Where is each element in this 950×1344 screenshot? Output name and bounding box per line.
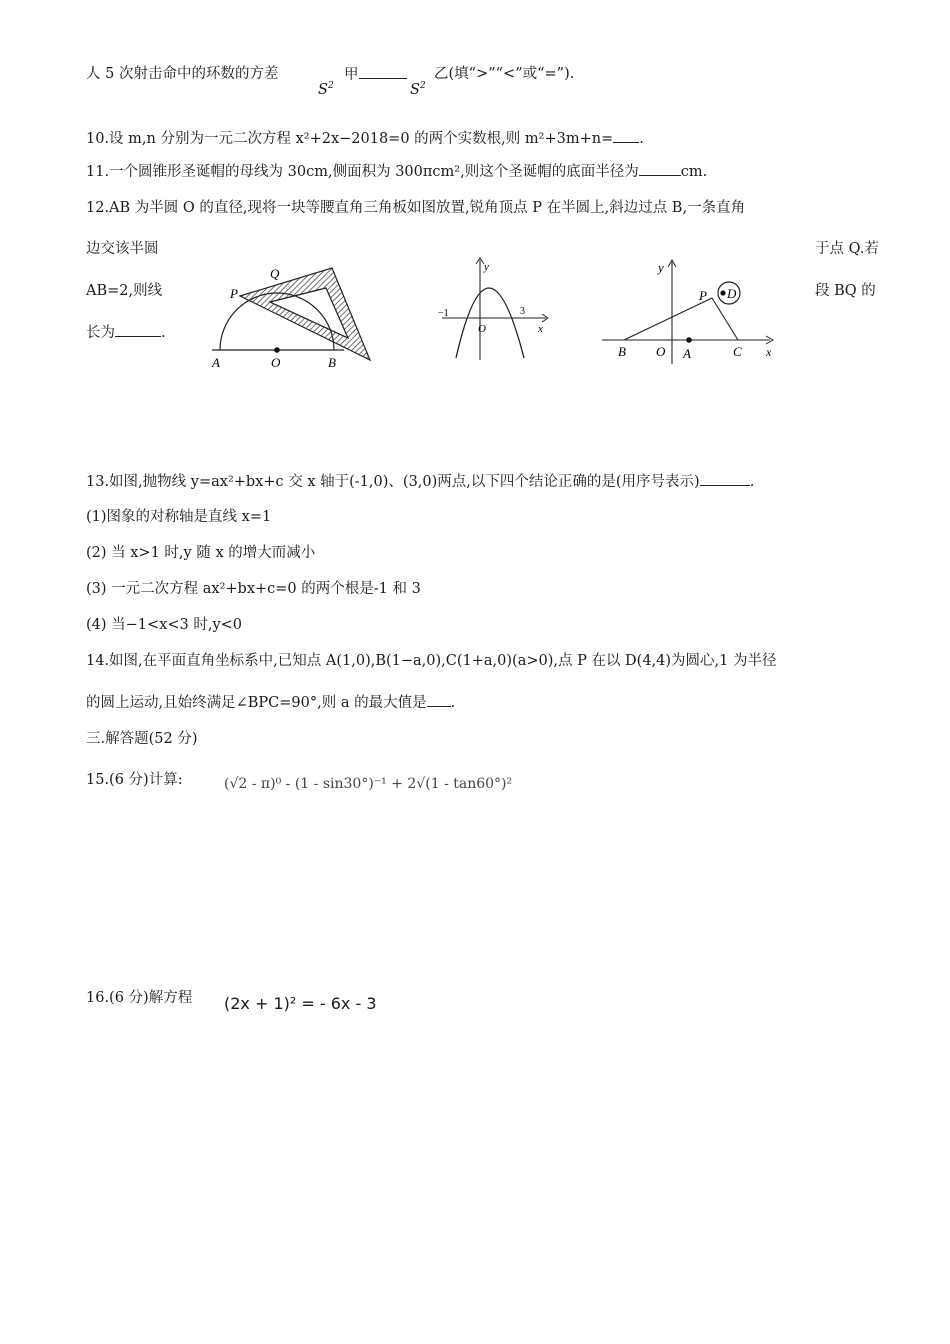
label-p: P (230, 286, 238, 301)
variance-symbol-1: $S^2$ (318, 81, 334, 98)
q11-text: 11.一个圆锥形圣诞帽的母线为 30cm,侧面积为 300πcm²,则这个圣诞帽的底面半径为 (86, 164, 639, 180)
q10-text: 10.设 m,n 分别为一元二次方程 x²+2x−2018=0 的两个实数根,则 m²+3m+n= (86, 131, 614, 147)
figure-q12 (208, 256, 386, 374)
q12-line-3-left: AB=2,则线 (86, 283, 163, 299)
q13-answer-blank[interactable] (700, 471, 750, 486)
root-label-neg1: −1 (438, 308, 449, 319)
q12-line-2-left: 边交该半圆 (86, 241, 159, 257)
q9-text-c: 乙(填“>”“<”或“=”). (434, 66, 575, 82)
q15-expression: (√2 - π)⁰ - (1 - sin30°)⁻¹ + 2√(1 - tan60°)² (224, 776, 513, 792)
parabola-curve (456, 288, 524, 358)
center-point-o (274, 347, 280, 353)
q9-answer-blank[interactable] (359, 64, 407, 79)
figure-q14 (598, 256, 782, 368)
label-a: A (212, 355, 220, 370)
label-o: O (271, 355, 281, 370)
q14-answer-blank[interactable] (427, 692, 451, 707)
q13-option-3: (3) 一元二次方程 ax²+bx+c=0 的两个根是-1 和 3 (86, 581, 421, 597)
label-c: C (733, 344, 742, 359)
q12-line-1: 12.AB 为半圆 O 的直径,现将一块等腰直角三角板如图放置,锐角顶点 P 在半圆上,斜边过点 B,一条直角 (86, 200, 746, 216)
q13-option-1: (1)图象的对称轴是直线 x=1 (86, 509, 272, 525)
point-a (686, 337, 692, 343)
label-o: O (656, 344, 666, 359)
q13-option-2: (2) 当 x>1 时,y 随 x 的增大而减小 (86, 545, 316, 561)
center-point-d (720, 290, 725, 295)
q10-answer-blank[interactable] (613, 128, 639, 143)
q9-line (86, 64, 278, 84)
origin-label: O (478, 323, 486, 335)
q16-label: 16.(6 分)解方程 (86, 990, 193, 1006)
q11-line: 11.一个圆锥形圣诞帽的母线为 30cm,侧面积为 300πcm²,则这个圣诞帽的底面半径为 cm. (86, 161, 707, 182)
segment-pc (712, 298, 738, 340)
segment-bp (624, 298, 712, 340)
q13-text: 13.如图,抛物线 y=ax²+bx+c 交 x 轴于(-1,0)、(3,0)两点,以下四个结论正确的是(用序号表示) (86, 474, 700, 490)
q15-label: 15.(6 分)计算: (86, 772, 183, 788)
axis-label-y: y (658, 260, 664, 275)
semicircle-arc (220, 293, 334, 350)
label-q: Q (270, 266, 280, 281)
label-b: B (328, 355, 336, 370)
variance-symbol-2: $S^2$ (410, 81, 426, 98)
q13-line: 13.如图,抛物线 y=ax²+bx+c 交 x 轴于(-1,0)、(3,0)两点,以下四个结论正确的是(用序号表示) . (86, 471, 754, 492)
label-a: A (683, 346, 691, 361)
root-label-3: 3 (520, 306, 525, 317)
q14-line-2: 的圆上运动,且始终满足∠BPC=90°,则 a 的最大值是 . (86, 692, 455, 713)
q10-line: 10.设 m,n 分别为一元二次方程 x²+2x−2018=0 的两个实数根,则 m²+3m+n= . (86, 128, 644, 149)
q12-answer-blank[interactable] (115, 322, 161, 337)
set-square-triangle (240, 268, 370, 360)
q12-line-4: 长为 . (86, 322, 166, 343)
q12-line-3-right: 段 BQ 的 (815, 283, 876, 299)
q13-option-4: (4) 当−1<x<3 时,y<0 (86, 617, 243, 633)
label-b: B (618, 344, 626, 359)
q9-text-b: 甲 (344, 64, 407, 85)
label-d: D (727, 286, 737, 301)
section-title-solutions: 三.解答题(52 分) (86, 731, 198, 747)
axis-label-x: x (538, 323, 543, 335)
q9-text-a: 人 5 次射击命中的环数的方差 (86, 66, 279, 82)
label-p: P (699, 288, 707, 303)
q12-line-2-right: 于点 Q.若 (815, 241, 879, 257)
axis-label-x: x (766, 345, 772, 359)
axis-label-y: y (484, 261, 489, 273)
q16-expression: (2x + 1)² = - 6x - 3 (224, 994, 377, 1013)
figure-q13 (432, 256, 580, 372)
q11-answer-blank[interactable] (639, 161, 681, 176)
q14-line-1: 14.如图,在平面直角坐标系中,已知点 A(1,0),B(1−a,0),C(1+a,0)(a>0),点 P 在以 D(4,4)为圆心,1 为半径 (86, 653, 777, 669)
